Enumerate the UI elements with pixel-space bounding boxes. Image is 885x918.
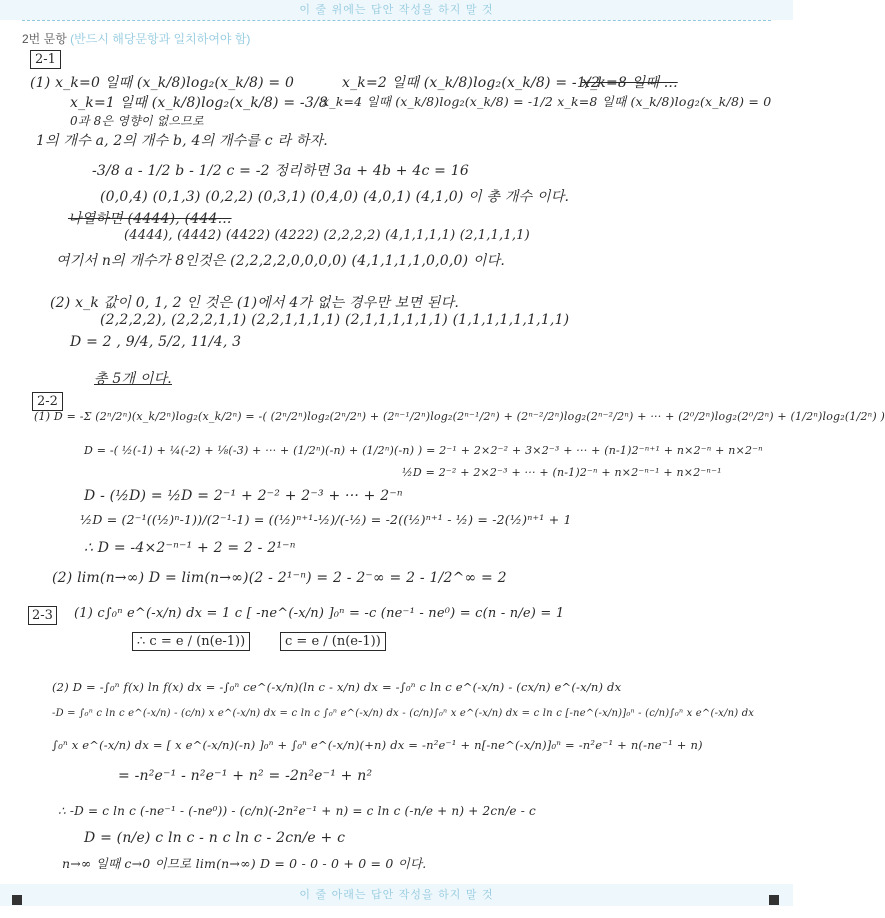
line-11: (2,2,2,2), (2,2,2,1,1) (2,2,1,1,1,1) (2,1,1,1,1,1,1) (1,1,1,1,1,1,1,1) (100, 312, 570, 328)
top-dashed-rule (22, 20, 771, 21)
line-18: ½D = (2⁻¹((½)ⁿ-1))/(2⁻¹-1) = ((½)ⁿ⁺¹-½)/(-½) = -2((½)ⁿ⁺¹ - ½) = -2(½)ⁿ⁺¹ + 1 (80, 512, 572, 527)
line-16: ½D = 2⁻² + 2×2⁻³ + ··· + (n-1)2⁻ⁿ + n×2⁻ⁿ⁻¹ + n×2⁻ⁿ⁻¹ (402, 466, 722, 479)
line-13: 총 5개 이다. (94, 371, 172, 387)
line-24: -D = ∫₀ⁿ c ln c e^(-x/n) - (c/n) x e^(-x/n) dx = c ln c ∫₀ⁿ e^(-x/n) dx - (c/n)∫₀ⁿ x e^(-x/n) dx = c ln c [-ne^(-x/n)]₀ⁿ - (c/n)∫₀ⁿ x e^(-x/n) dx (52, 708, 755, 719)
line-08: (4444), (4442) (4422) (4222) (2,2,2,2) (4,1,1,1,1) (2,1,1,1,1) (124, 228, 530, 243)
line-15: D = -( ½(-1) + ¼(-2) + ⅛(-3) + ··· + (1/2ⁿ)(-n) + (1/2ⁿ)(-n) ) = 2⁻¹ + 2×2⁻² + 3×2⁻³ + ··· + (n-1)2⁻ⁿ⁺¹ + n×2⁻ⁿ + n×2⁻ⁿ (84, 444, 763, 457)
registration-mark-left (12, 895, 22, 905)
line-12: D = 2 , 9/4, 5/2, 11/4, 3 (70, 334, 242, 350)
line-29: n→∞ 일때 c→0 이므로 lim(n→∞) D = 0 - 0 - 0 + 0 = 0 이다. (62, 856, 427, 871)
line-04: 1의 개수 a, 2의 개수 b, 4의 개수를 c 라 하자. (36, 133, 328, 149)
section-tag-2-1: 2-1 (30, 50, 61, 69)
line-01b: x_k=2 일때 (x_k/8)log₂(x_k/8) = -1/2 (342, 75, 600, 91)
bottom-notice: 이 줄 아래는 답안 작성을 하지 말 것 (0, 884, 793, 906)
line-20: (2) lim(n→∞) D = lim(n→∞)(2 - 2¹⁻ⁿ) = 2 - 2⁻∞ = 2 - 1/2^∞ = 2 (52, 570, 507, 586)
line-02: x_k=1 일때 (x_k/8)log₂(x_k/8) = -3/8 (70, 95, 328, 111)
section-tag-2-2: 2-2 (32, 392, 63, 411)
line-01c: x_k=8 일때 ... (582, 75, 678, 91)
line-09: 여기서 n의 개수가 8인것은 (2,2,2,2,0,0,0,0) (4,1,1,1,1,0,0,0) 이다. (56, 253, 506, 269)
line-02b: x_k=4 일때 (x_k/8)log₂(x_k/8) = -1/2 x_k=8 일때 (x_k/8)log₂(x_k/8) = 0 (322, 94, 772, 109)
line-28: D = (n/e) c ln c - n c ln c - 2cn/e + c (84, 830, 346, 846)
line-23: (2) D = -∫₀ⁿ f(x) ln f(x) dx = -∫₀ⁿ ce^(-x/n)(ln c - x/n) dx = -∫₀ⁿ c ln c e^(-x/n) - (cx/n) e^(-x/n) dx (52, 680, 622, 694)
boxed-constant-b: c = e / (n(e-1)) (280, 632, 386, 651)
line-07: 나열하면 (4444), (444... (68, 211, 232, 227)
line-21: (1) c∫₀ⁿ e^(-x/n) dx = 1 c [ -ne^(-x/n) ]₀ⁿ = -c (ne⁻¹ - ne⁰) = c(n - n/e) = 1 (74, 606, 565, 621)
line-26: = -n²e⁻¹ - n²e⁻¹ + n² = -2n²e⁻¹ + n² (118, 768, 373, 784)
line-05: -3/8 a - 1/2 b - 1/2 c = -2 정리하면 3a + 4b + 4c = 16 (92, 163, 469, 179)
answer-sheet (22, 48, 885, 880)
top-notice: 이 줄 위에는 답안 작성을 하지 말 것 (0, 0, 793, 20)
line-10: (2) x_k 값이 0, 1, 2 인 것은 (1)에서 4가 없는 경우만 보면 된다. (50, 295, 459, 311)
line-25: ∫₀ⁿ x e^(-x/n) dx = [ x e^(-x/n)(-n) ]₀ⁿ + ∫₀ⁿ e^(-x/n)(+n) dx = -n²e⁻¹ + n[-ne^(-x/n)]₀ⁿ = -n²e⁻¹ + n(-ne⁻¹ + n) (52, 738, 703, 752)
line-01: (1) x_k=0 일때 (x_k/8)log₂(x_k/8) = 0 (30, 75, 295, 91)
registration-mark-right (769, 895, 779, 905)
line-06: (0,0,4) (0,1,3) (0,2,2) (0,3,1) (0,4,0) (4,0,1) (4,1,0) 이 총 개수 이다. (100, 189, 570, 205)
question-number: 2번 문항 (22, 32, 67, 46)
boxed-constant-a: ∴ c = e / (n(e-1)) (132, 632, 250, 651)
line-19: ∴ D = -4×2⁻ⁿ⁻¹ + 2 = 2 - 2¹⁻ⁿ (84, 540, 296, 556)
question-instruction: (반드시 해당문항과 일치하여야 함) (70, 32, 251, 46)
section-tag-2-3: 2-3 (28, 606, 57, 625)
line-27: ∴ -D = c ln c (-ne⁻¹ - (-ne⁰)) - (c/n)(-2n²e⁻¹ + n) = c ln c (-n/e + n) + 2cn/e - c (58, 804, 536, 818)
line-03: 0과 8은 영향이 없으므로 (70, 114, 204, 128)
question-header (22, 30, 250, 47)
line-17: D - (½D) = ½D = 2⁻¹ + 2⁻² + 2⁻³ + ··· + 2⁻ⁿ (84, 488, 403, 504)
line-14: (1) D = -Σ (2ⁿ/2ⁿ)(x_k/2ⁿ)log₂(x_k/2ⁿ) = -( (2ⁿ/2ⁿ)log₂(2ⁿ/2ⁿ) + (2ⁿ⁻¹/2ⁿ)log₂(2ⁿ⁻¹/2ⁿ) + (2ⁿ⁻²/2ⁿ)log₂(2ⁿ⁻²/2ⁿ) + ··· + (2⁰/2ⁿ)log₂(2⁰/2ⁿ) + (1/2ⁿ)log₂(1/2ⁿ) ) (34, 410, 885, 423)
